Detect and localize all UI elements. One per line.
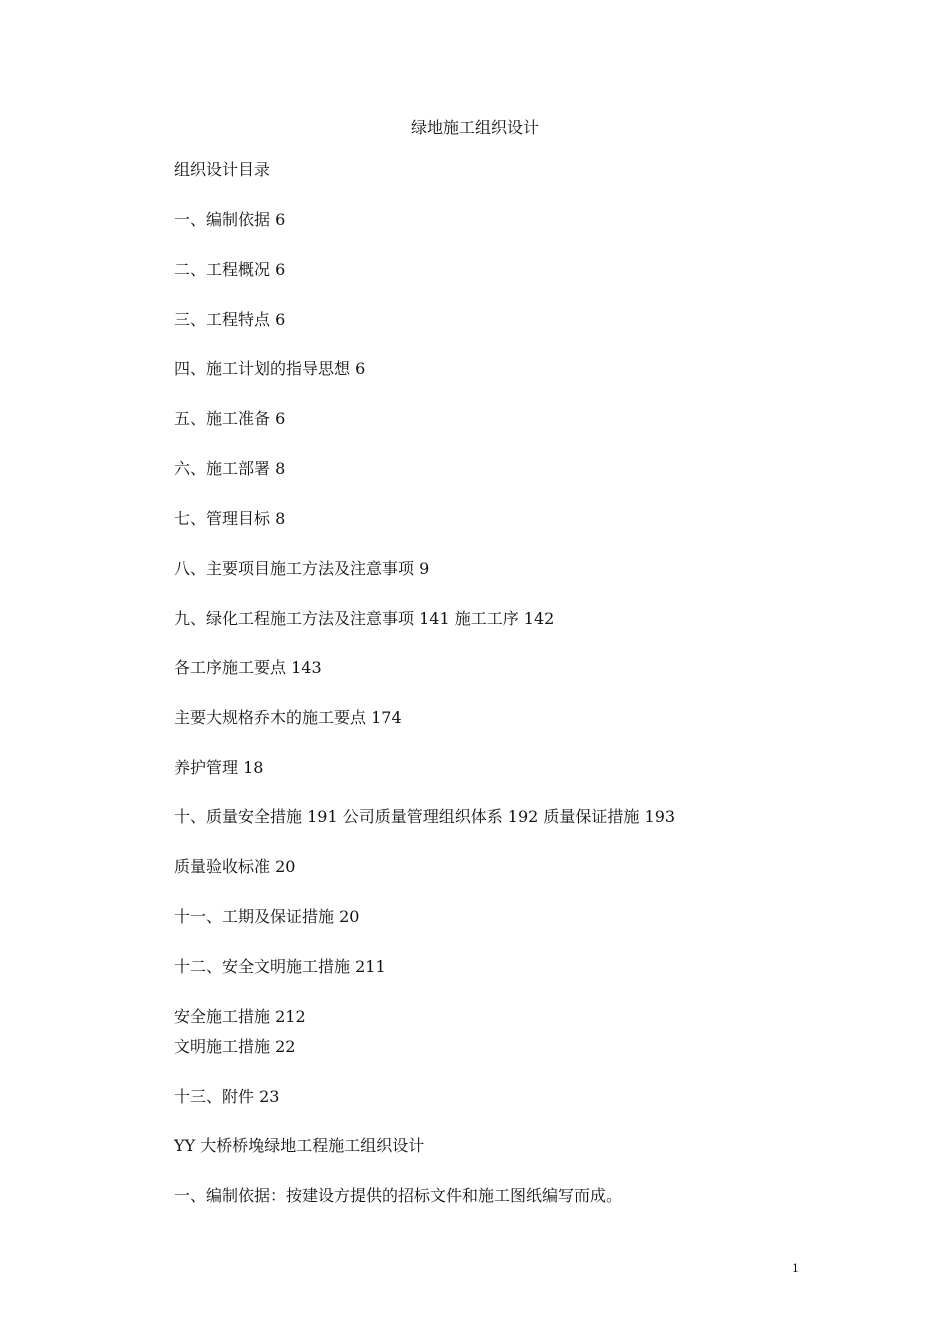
toc-entry: 安全施工措施 212 [174,1007,306,1026]
toc-entry: 主要大规格乔木的施工要点 174 [174,708,402,727]
toc-entry: 三、工程特点 6 [174,310,286,329]
toc-entry: 二、工程概况 6 [174,260,286,279]
toc-entry: 十、质量安全措施 191 公司质量管理组织体系 192 质量保证措施 193 [174,807,676,826]
toc-entry: 九、绿化工程施工方法及注意事项 141 施工工序 142 [174,609,555,628]
toc-entry: 文明施工措施 22 [174,1037,296,1056]
document-subtitle: YY 大桥桥堍绿地工程施工组织设计 [174,1136,425,1155]
toc-entry: 十一、工期及保证措施 20 [174,907,360,926]
toc-entry: 各工序施工要点 143 [174,658,322,677]
body-paragraph: 一、编制依据：按建设方提供的招标文件和施工图纸编写而成。 [174,1186,623,1205]
toc-entry: 八、主要项目施工方法及注意事项 9 [174,559,430,578]
toc-heading: 组织设计目录 [174,160,271,179]
toc-entry: 十二、安全文明施工措施 211 [174,957,386,976]
toc-entry: 四、施工计划的指导思想 6 [174,359,366,378]
document-title: 绿地施工组织设计 [410,118,539,137]
toc-entry: 六、施工部署 8 [174,459,286,478]
toc-entry: 五、施工准备 6 [174,409,286,428]
page-number: 1 [792,1262,799,1275]
toc-entry: 七、管理目标 8 [174,509,286,528]
toc-entry: 一、编制依据 6 [174,210,286,229]
toc-entry: 质量验收标准 20 [174,857,296,876]
toc-entry: 十三、附件 23 [174,1087,280,1106]
toc-entry: 养护管理 18 [174,758,264,777]
